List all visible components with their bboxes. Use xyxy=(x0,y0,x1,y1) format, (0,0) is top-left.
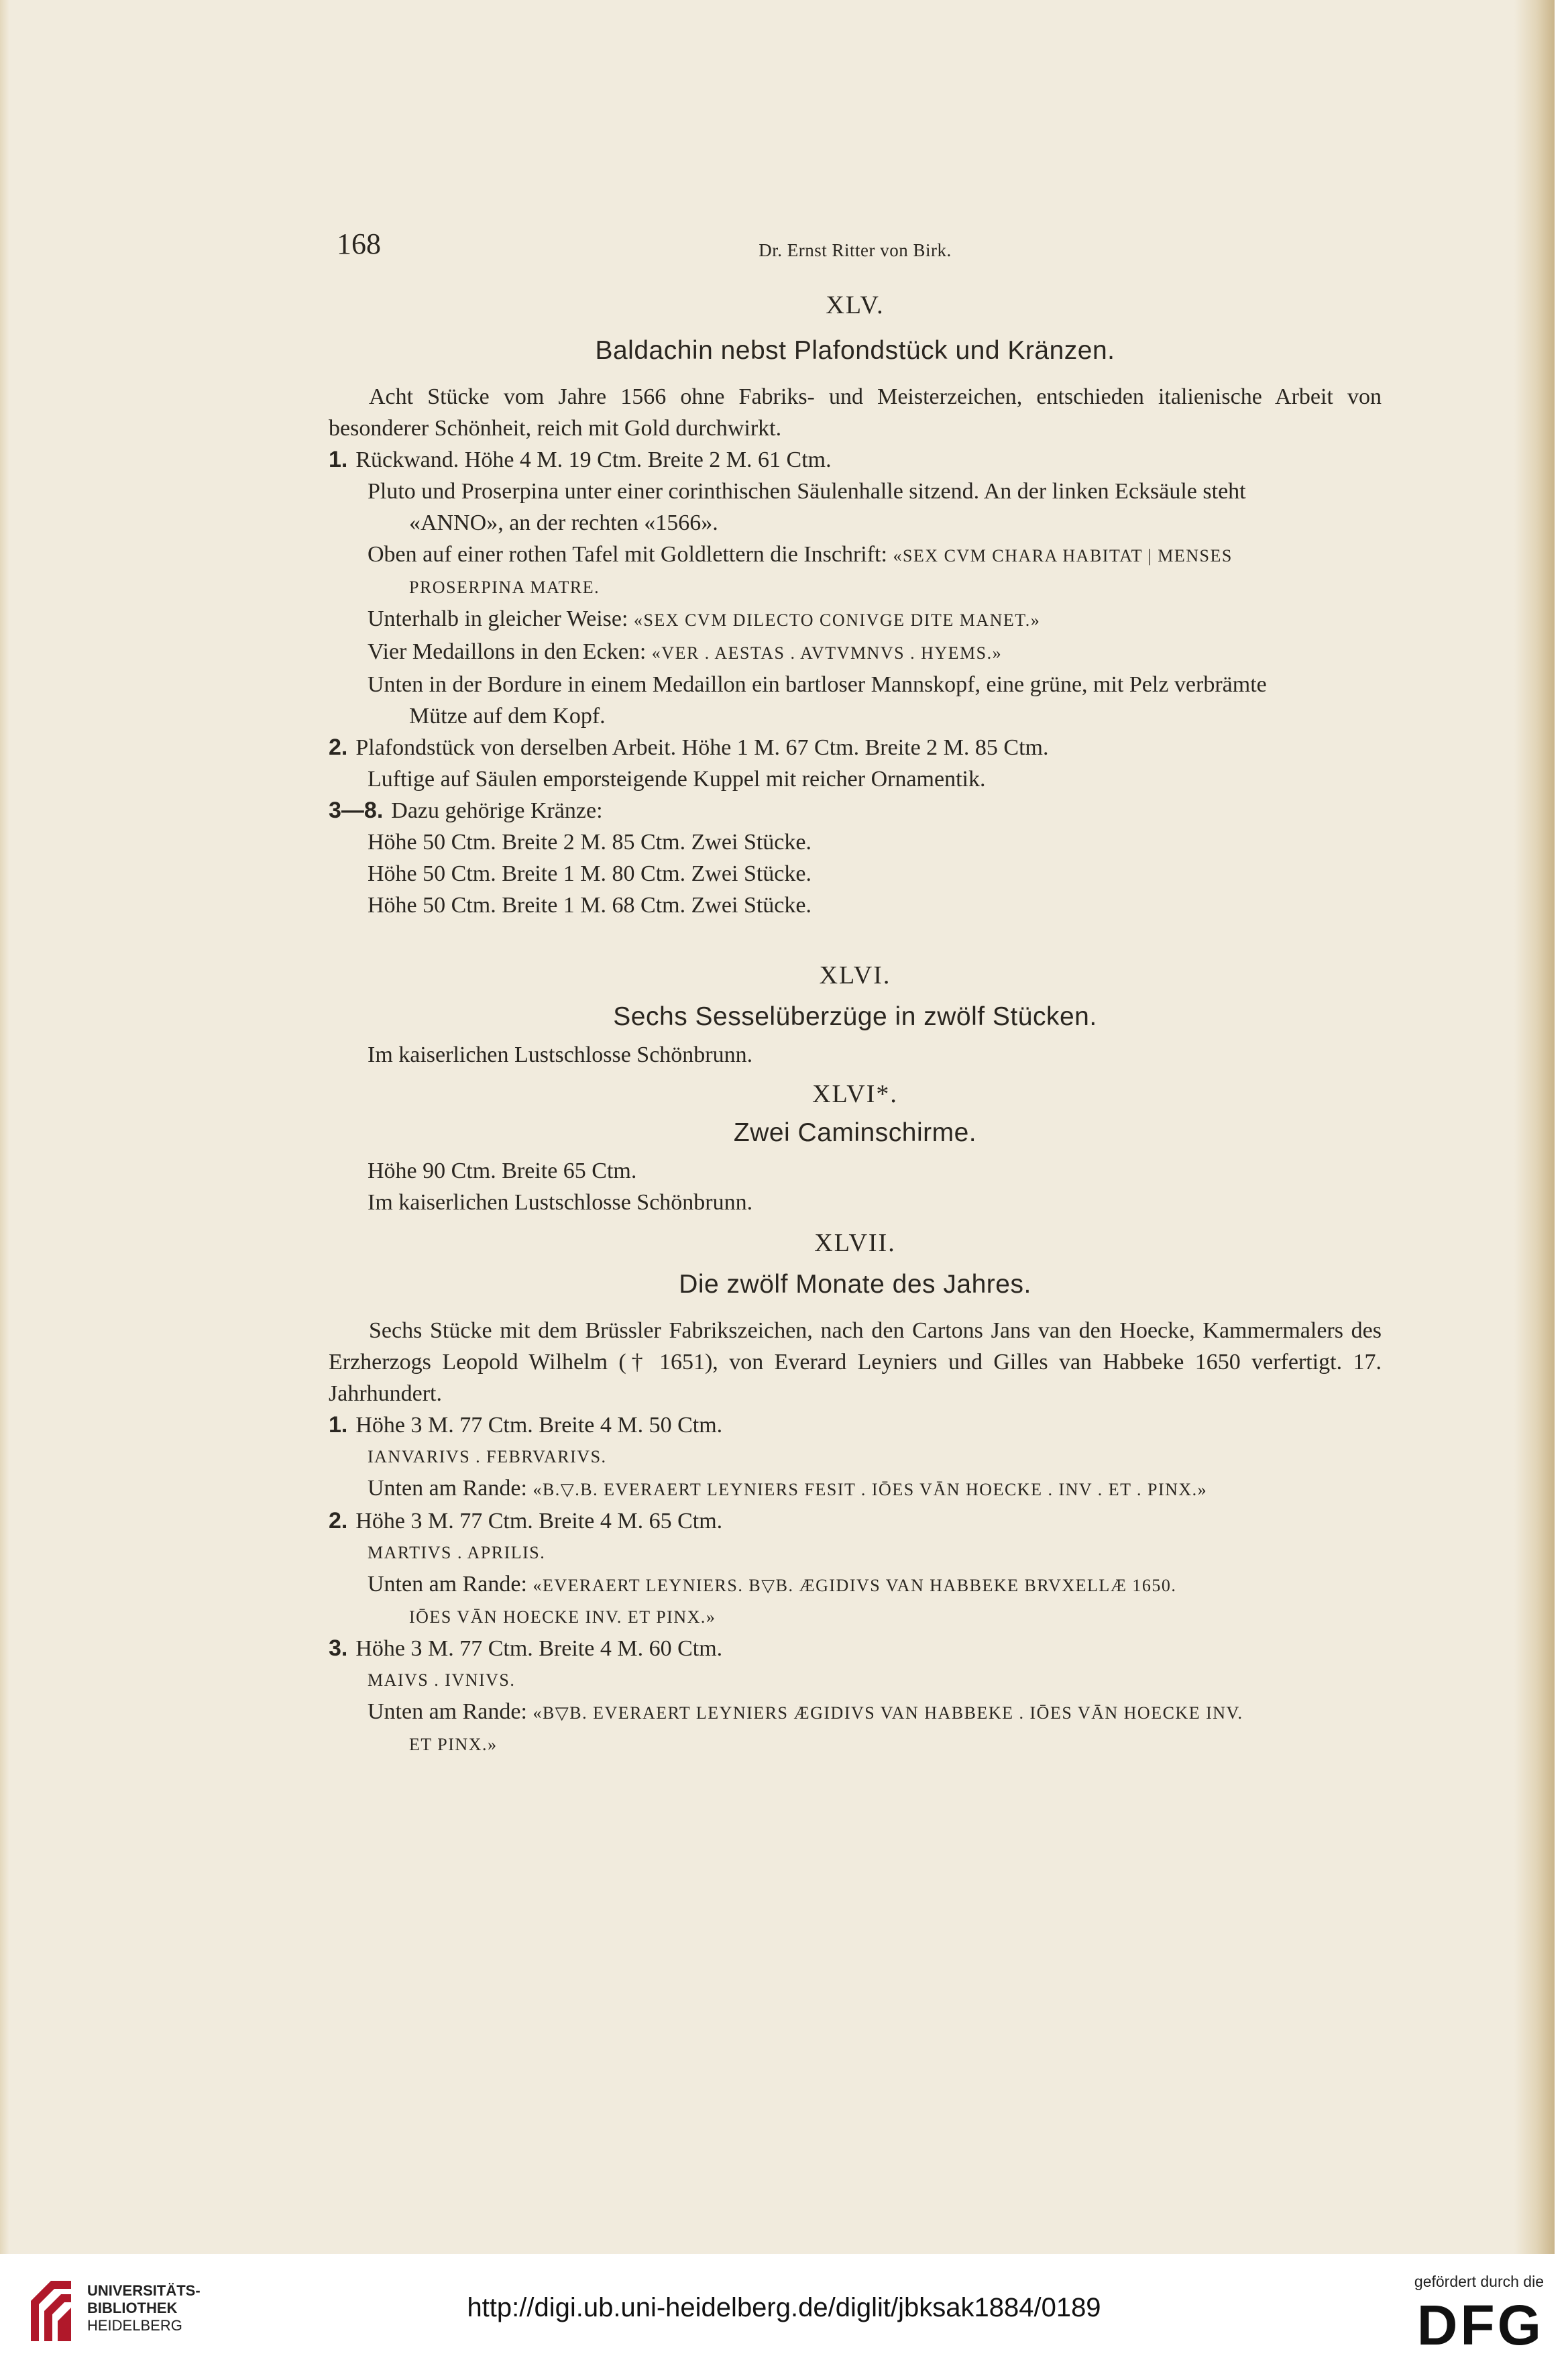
page-number: 168 xyxy=(337,227,381,260)
item-detail: Pluto und Proserpina unter einer corinthischen Säulenhalle sitzend. An der linken Ecksäule steht xyxy=(368,479,1246,504)
footer-bar xyxy=(0,2254,1568,2366)
page-text xyxy=(329,228,1382,1760)
inscription-text: «SEX CVM CHARA HABITAT | MENSES xyxy=(893,546,1233,566)
inscription-text: ET PINX.» xyxy=(409,1735,498,1754)
detail-text: Oben auf einer rothen Tafel mit Goldlettern die Inschrift: xyxy=(368,542,887,567)
item-text: Plafondstück von derselben Arbeit. Höhe 1 M. 67 Ctm. Breite 2 M. 85 Ctm. xyxy=(355,735,1049,760)
book-spine-shadow xyxy=(1514,0,1555,2254)
section-intro: Sechs Stücke mit dem Brüssler Fabrikszeichen, nach den Cartons Jans van den Hoecke, Kammermalers des Erzherzogs Leopold Wilhelm († 1651), von Everard Leyniers und Gilles van Habbeke 1650 verfertigt. 17. Jahrhundert. xyxy=(329,1318,1382,1406)
section-intro: Acht Stücke vom Jahre 1566 ohne Fabriks- und Meisterzeichen, entschieden italienische Arbeit von besonderer Schönheit, reich mit Gold durchwirkt. xyxy=(329,384,1382,441)
month-names: IANVARIVS . FEBRVARIVS. xyxy=(368,1447,607,1466)
section-title: Zwei Caminschirme. xyxy=(733,1118,977,1147)
item-detail xyxy=(368,1568,1382,1601)
item-detail xyxy=(368,603,1382,636)
list-item xyxy=(329,795,1382,826)
item-detail: Höhe 50 Ctm. Breite 2 M. 85 Ctm. Zwei Stücke. xyxy=(368,830,811,855)
list-item xyxy=(329,732,1382,763)
list-item xyxy=(329,1409,1382,1441)
detail-text: Vier Medaillons in den Ecken: xyxy=(368,639,647,664)
item-number: 3. xyxy=(329,1635,348,1661)
inscription-text: IŌES VĀN HOECKE INV. ET PINX.» xyxy=(409,1607,716,1627)
item-detail: Unten in der Bordure in einem Medaillon ein bartloser Mannskopf, eine grüne, mit Pelz verbrämte xyxy=(368,672,1267,697)
library-name-line: BIBLIOTHEK xyxy=(87,2300,178,2316)
month-names: MAIVS . IVNIVS. xyxy=(368,1670,516,1690)
inscription-text: «SEX CVM DILECTO CONIVGE DITE MANET.» xyxy=(633,610,1041,630)
running-head: Dr. Ernst Ritter von Birk. xyxy=(759,240,952,260)
item-number: 2. xyxy=(329,735,348,760)
inscription-text: «B.▽.B. EVERAERT LEYNIERS FESIT . IŌES VĀN HOECKE . INV . ET . PINX.» xyxy=(533,1480,1208,1499)
detail-text: Unten am Rande: xyxy=(368,1572,527,1597)
item-detail xyxy=(368,1472,1382,1505)
list-item xyxy=(329,1505,1382,1537)
list-item xyxy=(329,444,1382,476)
funding-note: gefördert durch die xyxy=(1414,2273,1544,2290)
item-detail: Mütze auf dem Kopf. xyxy=(409,704,606,729)
item-text: Höhe 3 M. 77 Ctm. Breite 4 M. 50 Ctm. xyxy=(355,1413,723,1438)
item-detail: Höhe 50 Ctm. Breite 1 M. 68 Ctm. Zwei Stücke. xyxy=(368,893,811,918)
list-item xyxy=(329,1633,1382,1664)
item-detail xyxy=(368,636,1382,669)
section-title: Die zwölf Monate des Jahres. xyxy=(679,1270,1031,1299)
item-detail: «ANNO», an der rechten «1566». xyxy=(409,510,718,535)
inscription-text: «EVERAERT LEYNIERS. B▽B. ÆGIDIVS VAN HABBEKE BRVXELLÆ 1650. xyxy=(533,1576,1177,1595)
section-xlv xyxy=(329,290,1382,921)
section-xlvi xyxy=(329,960,1382,1071)
section-title: Sechs Sesselüberzüge in zwölf Stücken. xyxy=(613,1002,1097,1031)
item-detail xyxy=(368,539,1382,572)
item-text: Rückwand. Höhe 4 M. 19 Ctm. Breite 2 M. 61 Ctm. xyxy=(355,447,832,472)
item-detail: Höhe 50 Ctm. Breite 1 M. 80 Ctm. Zwei Stücke. xyxy=(368,861,811,886)
item-text: Höhe 3 M. 77 Ctm. Breite 4 M. 60 Ctm. xyxy=(355,1636,723,1661)
section-numeral: XLV. xyxy=(826,291,885,319)
library-name-line: HEIDELBERG xyxy=(87,2317,182,2334)
library-name-line: UNIVERSITÄTS- xyxy=(87,2282,201,2299)
item-detail: Im kaiserlichen Lustschlosse Schönbrunn. xyxy=(368,1042,753,1067)
item-detail: Im kaiserlichen Lustschlosse Schönbrunn. xyxy=(368,1190,753,1215)
item-text: Dazu gehörige Kränze: xyxy=(391,798,603,823)
item-detail: Luftige auf Säulen emporsteigende Kuppel mit reicher Ornamentik. xyxy=(368,767,986,792)
item-number: 1. xyxy=(329,1412,348,1438)
section-numeral: XLVII. xyxy=(814,1229,896,1257)
item-number: 1. xyxy=(329,447,348,472)
detail-text: Unten am Rande: xyxy=(368,1476,527,1501)
item-number: 3—8. xyxy=(329,798,384,823)
inscription-text: PROSERPINA MATRE. xyxy=(409,578,600,597)
section-numeral: XLVI*. xyxy=(812,1080,898,1108)
section-xlvii xyxy=(329,1228,1382,1760)
section-xlvi-star xyxy=(329,1079,1382,1218)
section-numeral: XLVI. xyxy=(819,961,891,989)
dfg-logo: DFG xyxy=(1416,2294,1544,2357)
item-number: 2. xyxy=(329,1508,348,1534)
permalink-url[interactable]: http://digi.ub.uni-heidelberg.de/diglit/jbksak1884/0189 xyxy=(467,2293,1101,2322)
month-names: MARTIVS . APRILIS. xyxy=(368,1543,546,1562)
detail-text: Unten am Rande: xyxy=(368,1699,527,1724)
page-header xyxy=(329,228,1382,275)
inscription-text: «B▽B. EVERAERT LEYNIERS ÆGIDIVS VAN HABBEKE . IŌES VĀN HOECKE INV. xyxy=(533,1703,1243,1723)
item-detail xyxy=(368,1696,1382,1729)
section-title: Baldachin nebst Plafondstück und Kränzen. xyxy=(595,336,1115,365)
detail-text: Unterhalb in gleicher Weise: xyxy=(368,606,628,631)
inscription-text: «VER . AESTAS . AVTVMNVS . HYEMS.» xyxy=(651,643,1003,663)
item-detail: Höhe 90 Ctm. Breite 65 Ctm. xyxy=(368,1159,637,1183)
page-edge xyxy=(0,0,9,2254)
item-text: Höhe 3 M. 77 Ctm. Breite 4 M. 65 Ctm. xyxy=(355,1509,723,1534)
